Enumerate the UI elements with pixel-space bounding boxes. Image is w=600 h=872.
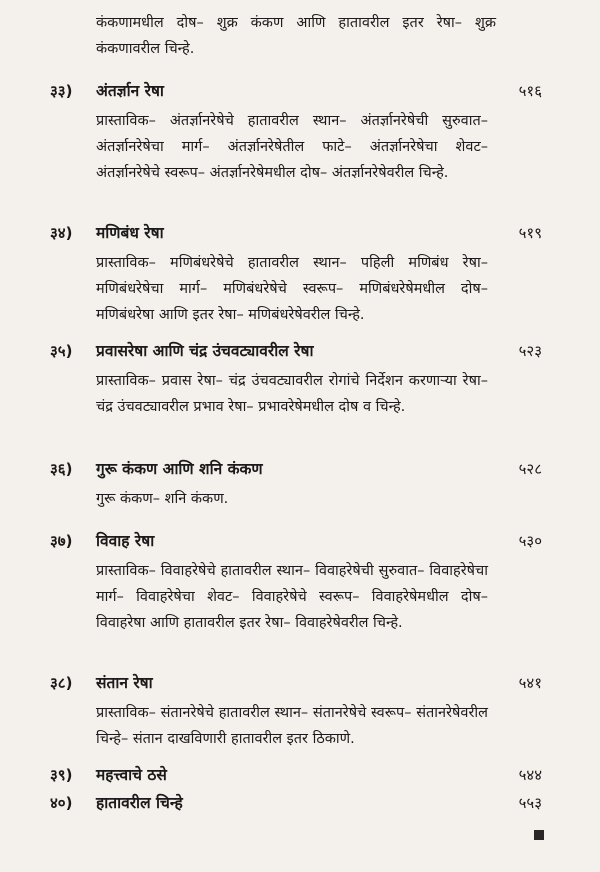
entry-title: अंतर्ज्ञान रेषा	[96, 82, 164, 100]
entry-title: हातावरील चिन्हे	[96, 794, 183, 812]
entry-number: ३७)	[50, 532, 73, 550]
entry-description: प्रास्ताविक– मणिबंधरेषेचे हातावरील स्थान– पहिली मणिबंध रेषा– मणिबंधरेषेचा मार्ग– मणिबंधरेषेचे स्वरूप– मणिबंधरेषेमधील दोष– मणिबंधरेषा आणि इतर रेषा– मणिबंधरेषेवरील चिन्हे.	[96, 255, 488, 323]
entry-title: विवाह रेषा	[96, 532, 155, 550]
entry-title: गुरू कंकण आणि शनि कंकण	[96, 460, 263, 478]
entry-number: ४०)	[50, 794, 73, 812]
entry-description: प्रास्ताविक– प्रवास रेषा– चंद्र उंचवट्यावरील रोगांचे निर्देशन करणाऱ्या रेषा– चंद्र उंचवट्यावरील प्रभाव रेषा– प्रभावरेषेमधील दोष व चिन्हे.	[96, 373, 488, 415]
entry-number: ३३)	[50, 82, 73, 100]
entry-page-number: ५५३	[518, 794, 542, 812]
entry-description: प्रास्ताविक– अंतर्ज्ञानरेषेचे हातावरील स्थान– अंतर्ज्ञानरेषेची सुरुवात– अंतर्ज्ञानरेषेचा मार्ग– अंतर्ज्ञानरेषेतील फाटे– अंतर्ज्ञानरेषेचा शेवट– अंतर्ज्ञानरेषेचे स्वरूप– अंतर्ज्ञानरेषेमधील दोष– अंतर्ज्ञानरेषेवरील चिन्हे.	[96, 113, 488, 181]
entry-number: ३६)	[50, 460, 73, 478]
entry-number: ३९)	[50, 766, 73, 784]
entry-page-number: ५१९	[518, 224, 542, 242]
entry-number: ३५)	[50, 342, 73, 360]
entry-page-number: ५३०	[518, 532, 542, 550]
entry-page-number: ५१६	[518, 82, 542, 100]
entry-page-number: ५२८	[518, 460, 542, 478]
entry-number: ३८)	[50, 674, 73, 692]
entry-title: मणिबंध रेषा	[96, 224, 164, 242]
entry-page-number: ५४४	[518, 766, 542, 784]
entry-page-number: ५४१	[518, 674, 542, 692]
continued-description: कंकणामधील दोष– शुक्र कंकण आणि हातावरील इतर रेषा– शुक्र कंकणावरील चिन्हे.	[96, 15, 496, 57]
entry-number: ३४)	[50, 224, 73, 242]
page-end-marker	[534, 830, 544, 840]
entry-description: गुरू कंकण– शनि कंकण.	[96, 491, 229, 507]
entry-description: प्रास्ताविक– विवाहरेषेचे हातावरील स्थान– विवाहरेषेची सुरुवात– विवाहरेषेचा मार्ग– विवाहरेषेचा शेवट– विवाहरेषेचे स्वरूप– विवाहरेषेमधील दोष– विवाहरेषा आणि हातावरील इतर रेषा– विवाहरेषेवरील चिन्हे.	[96, 563, 488, 631]
entry-page-number: ५२३	[518, 342, 542, 360]
entry-title: महत्त्वाचे ठसे	[96, 766, 167, 784]
entry-description: प्रास्ताविक– संतानरेषेचे हातावरील स्थान– संतानरेषेचे स्वरूप– संतानरेषेवरील चिन्हे– संतान दाखविणारी हातावरील इतर ठिकाणे.	[96, 705, 488, 747]
entry-title: संतान रेषा	[96, 674, 153, 692]
entry-title: प्रवासरेषा आणि चंद्र उंचवट्यावरील रेषा	[96, 342, 314, 360]
